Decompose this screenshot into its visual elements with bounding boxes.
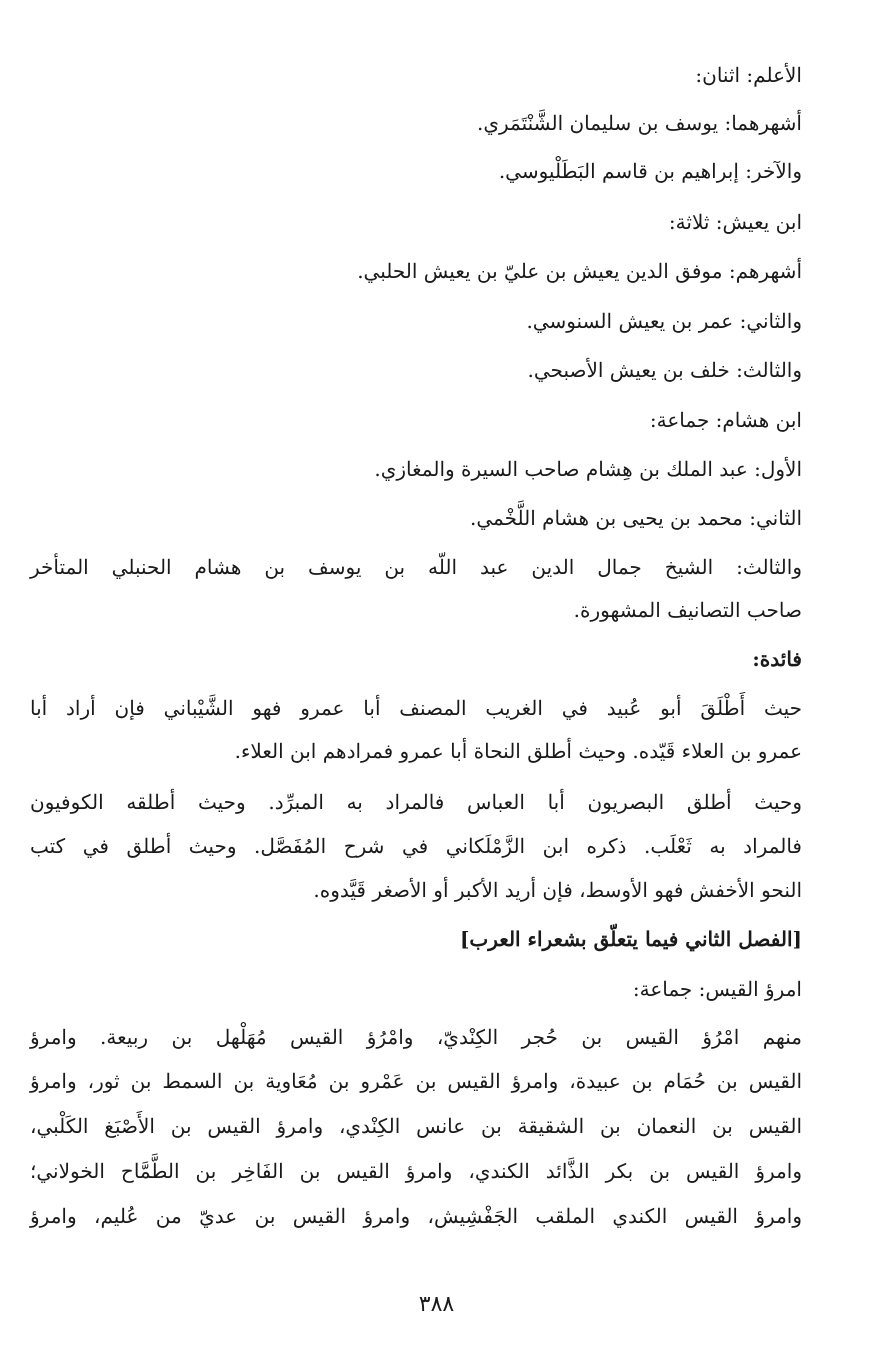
text-line: منهم امْرُؤ القيس بن حُجر الكِنْديّ، وامْرُؤ القيس مُهَلْهل بن ربيعة. وامرؤ xyxy=(30,1025,802,1049)
text-line: الأول: عبد الملك بن هِشام صاحب السيرة والمغازي. xyxy=(374,457,802,481)
text-line: ابن هشام: جماعة: xyxy=(649,408,802,432)
text-line: والثاني: عمر بن يعيش السنوسي. xyxy=(526,309,802,333)
text-line: والثالث: خلف بن يعيش الأصبحي. xyxy=(527,358,802,382)
text-line: النحو الأخفش فهو الأوسط، فإن أريد الأكبر أو الأصغر قَيَّدوه. xyxy=(313,878,802,902)
text-line: القيس بن حُمَام بن عبيدة، وامرؤ القيس بن عَمْرو بن مُعَاوية بن السمط بن ثور، وامرؤ xyxy=(30,1069,802,1093)
text-line: وامرؤ القيس بن بكر الذَّائد الكندي، وامرؤ القيس بن الفَاخِر بن الطَّمَّاح الخولاني؛ xyxy=(30,1159,802,1183)
text-line: الثاني: محمد بن يحيى بن هشام اللَّخْمي. xyxy=(470,506,802,530)
text-line: فالمراد به ثَعْلَب. ذكره ابن الزَّمْلَكاني في شرح المُفَصَّل. وحيث أطلق في كتب xyxy=(30,834,802,858)
text-line: امرؤ القيس: جماعة: xyxy=(632,977,802,1001)
text-line: القيس بن النعمان بن الشقيقة بن عانس الكِنْدي، وامرؤ القيس بن الأَصْبَغ الكَلْبي، xyxy=(30,1114,802,1138)
text-line: والآخر: إبراهيم بن قاسم البَطَلْيوسي. xyxy=(498,159,802,183)
text-line: ابن يعيش: ثلاثة: xyxy=(668,210,802,234)
text-line: أشهرهم: موفق الدين يعيش بن عليّ بن يعيش الحلبي. xyxy=(357,259,802,283)
text-line: أشهرهما: يوسف بن سليمان الشَّنْتَمَري. xyxy=(476,111,802,135)
chapter-heading: [الفصل الثاني فيما يتعلّق بشعراء العرب] xyxy=(459,927,802,951)
text-line: عمرو بن العلاء قَيّده. وحيث أطلق النحاة أبا عمرو فمرادهم ابن العلاء. xyxy=(234,739,802,763)
page-number: ٣٨٨ xyxy=(418,1292,455,1317)
text-line: صاحب التصانيف المشهورة. xyxy=(573,598,802,622)
text-line: وامرؤ القيس الكندي الملقب الجَفْشِيش، وامرؤ القيس بن عديّ من عُليم، وامرؤ xyxy=(30,1204,803,1228)
text-line: والثالث: الشيخ جمال الدين عبد اللّه بن يوسف بن هشام الحنبلي المتأخر xyxy=(30,555,802,579)
text-line: وحيث أطلق البصريون أبا العباس فالمراد به المبرِّد. وحيث أطلقه الكوفيون xyxy=(30,790,803,814)
text-line: حيث أَطْلَقَ أبو عُبيد في الغريب المصنف أبا عمرو فهو الشَّيْباني فإن أراد أبا xyxy=(30,696,802,720)
text-line: الأعلم: اثنان: xyxy=(695,63,802,87)
section-heading: فائدة: xyxy=(752,647,802,671)
